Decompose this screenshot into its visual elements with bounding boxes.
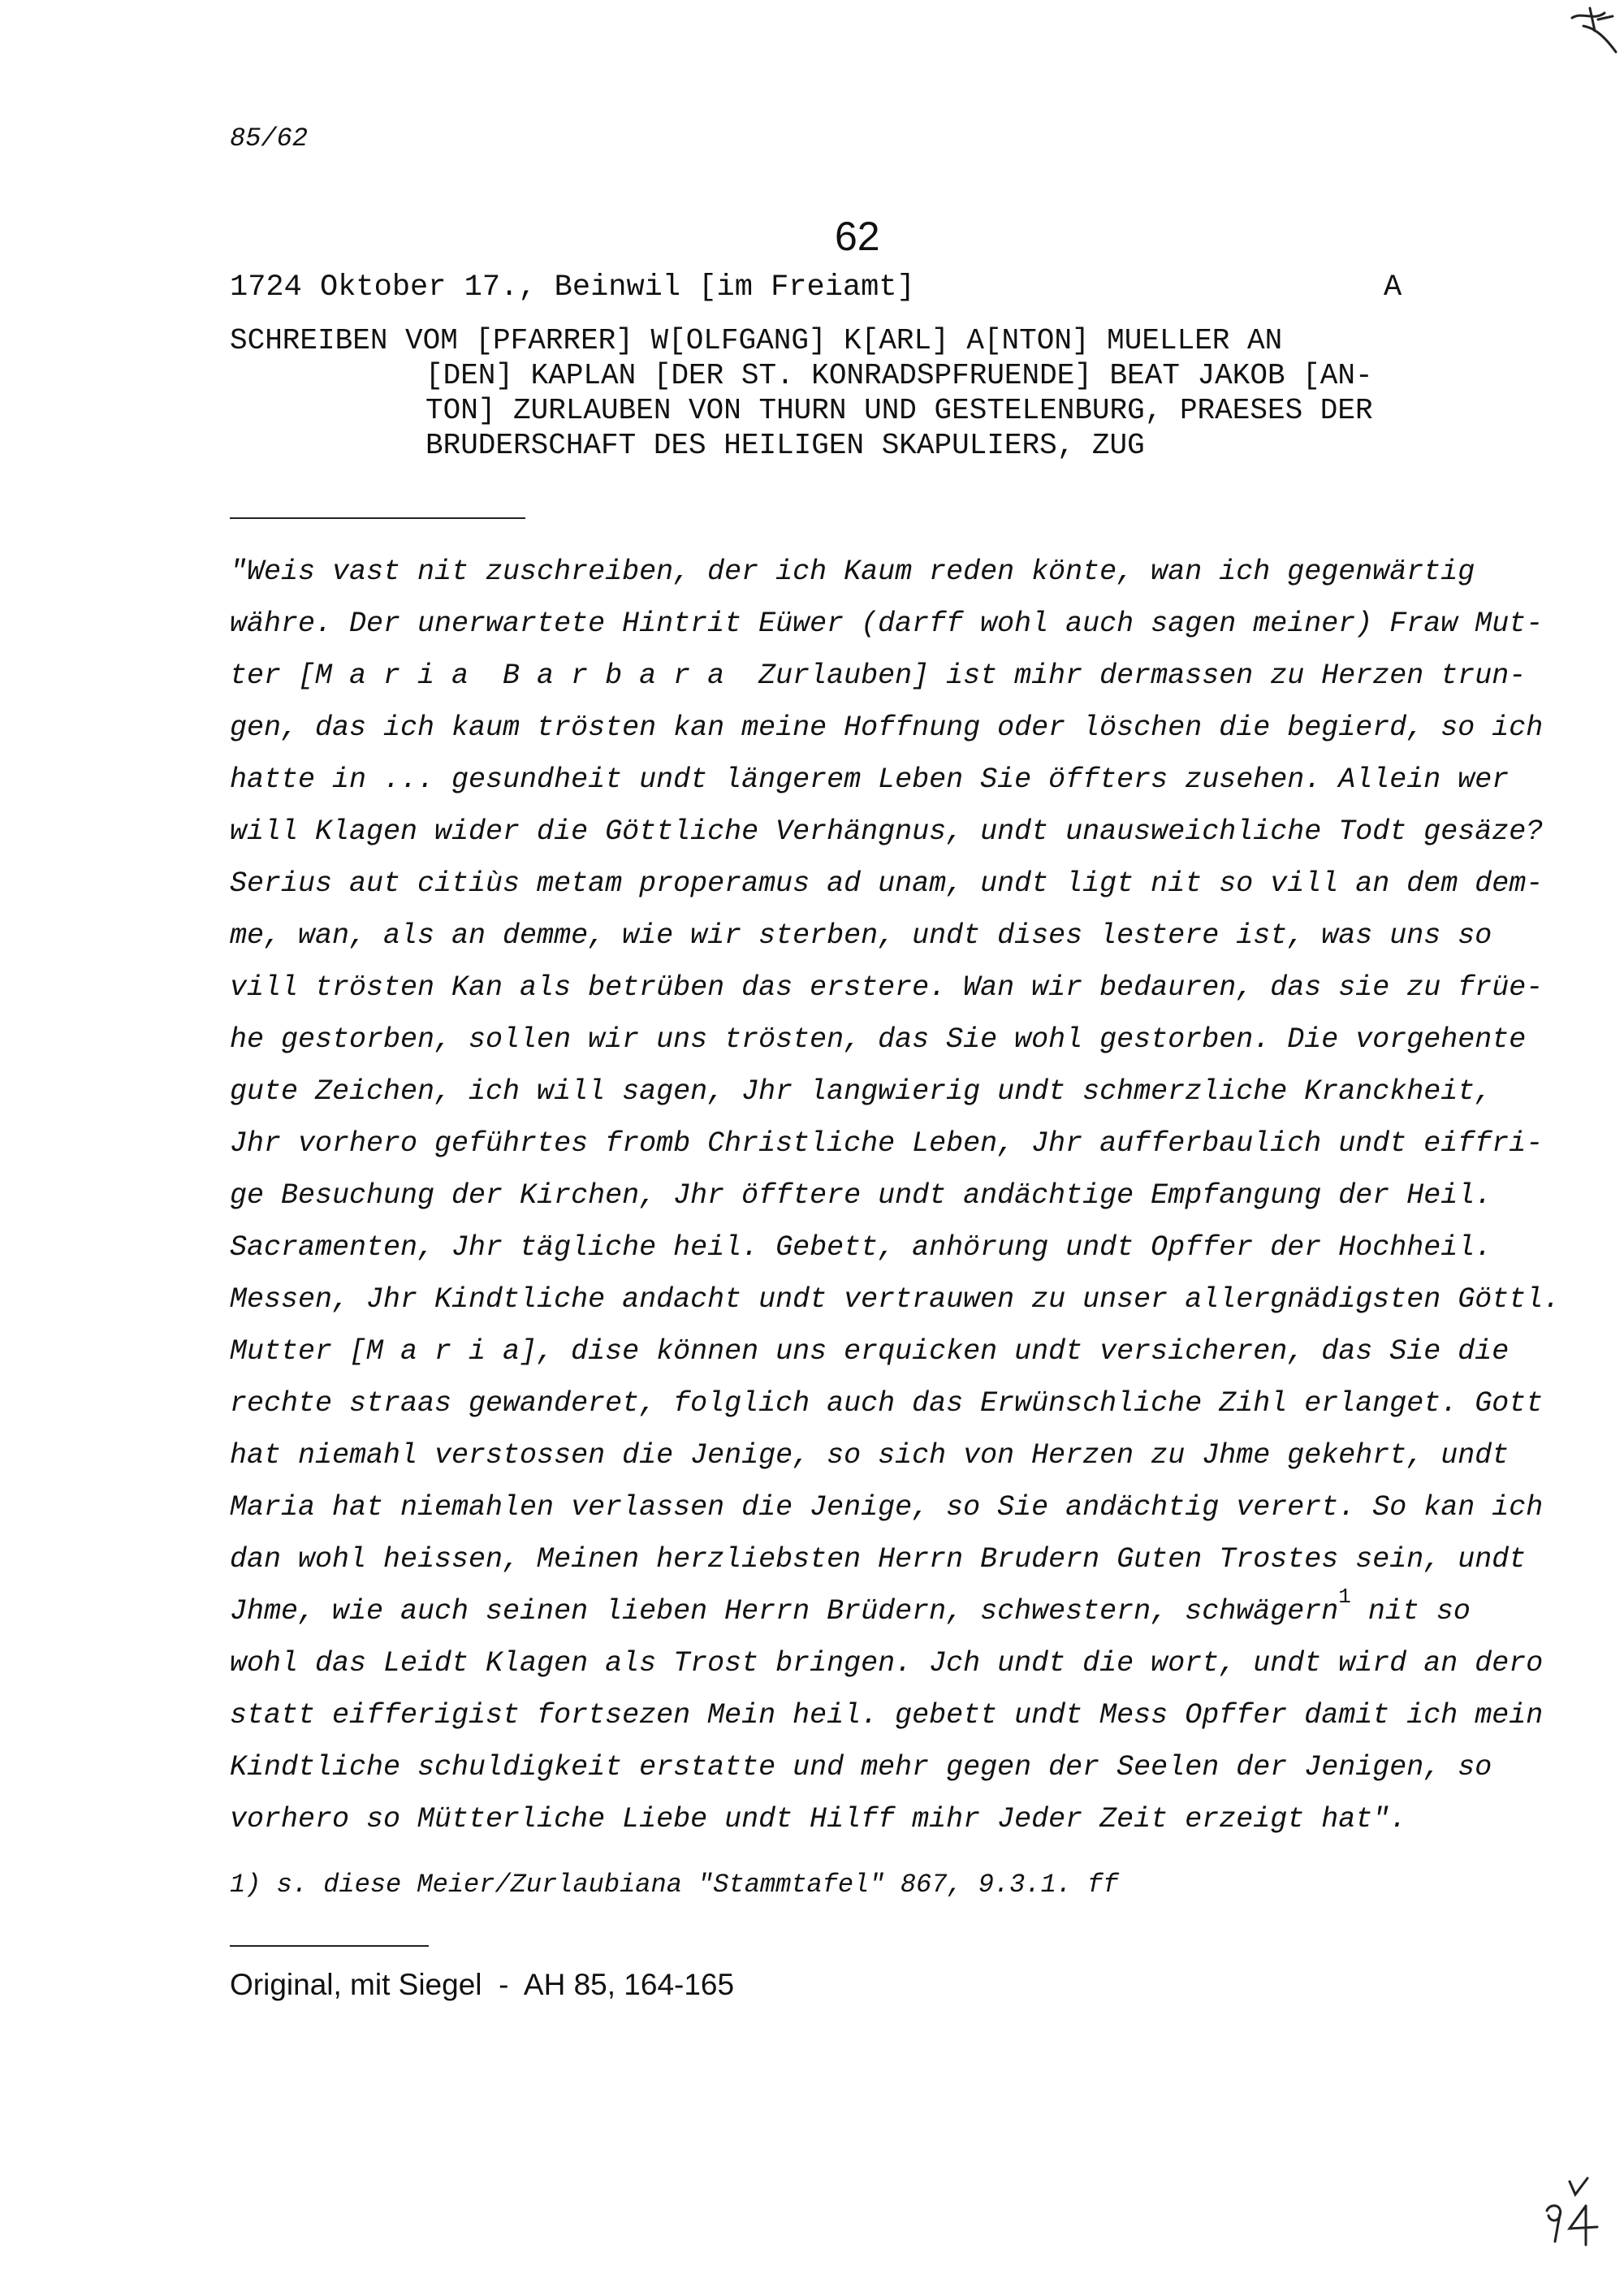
body-line: me, wan, als an demme, wie wir sterben, undt dises lestere ist, was uns so: [230, 919, 1492, 952]
body-line: ter [M a r i a B a r b a r a Zurlauben] ist mihr dermassen zu Herzen trun-: [230, 659, 1527, 692]
body-line: vill trösten Kan als betrüben das erstere. Wan wir bedauren, das sie zu früe-: [230, 971, 1544, 1004]
corner-scribble-mark: [1566, 3, 1622, 60]
body-line: wohl das Leidt Klagen als Trost bringen. Jch undt die wort, undt wird an dero: [230, 1647, 1544, 1680]
body-line: Maria hat niemahlen verlassen die Jenige, so Sie andächtig verert. So kan ich: [230, 1491, 1544, 1524]
body-line: [230, 1585, 1497, 1637]
separator-rule: [230, 517, 525, 519]
body-line: hat niemahl verstossen die Jenige, so sich von Herzen zu Jhme gekehrt, undt: [230, 1439, 1510, 1472]
body-line: he gestorben, sollen wir uns trösten, das Sie wohl gestorben. Die vorgehente: [230, 1023, 1527, 1056]
body-line: Serius aut citiùs metam properamus ad unam, undt ligt nit so vill an dem dem-: [230, 867, 1544, 900]
date-place-line: 1724 Oktober 17., Beinwil [im Freiamt]: [230, 270, 915, 305]
body-line: Sacramenten, Jhr tägliche heil. Gebett, anhörung undt Opffer der Hochheil.: [230, 1231, 1492, 1264]
document-grade: A: [1384, 270, 1402, 305]
footnote: 1) s. diese Meier/Zurlaubiana "Stammtafel" 867, 9.3.1. ff: [230, 1870, 1119, 1900]
body-line: hatte in ... gesundheit undt längerem Leben Sie öffters zusehen. Allein wer: [230, 763, 1510, 796]
heading-line: BRUDERSCHAFT DES HEILIGEN SKAPULIERS, ZUG: [425, 429, 1145, 462]
body-line: gen, das ich kaum trösten kan meine Hoffnung oder löschen die begierd, so ich: [230, 711, 1544, 744]
heading-line: SCHREIBEN VOM [PFARRER] W[OLFGANG] K[ARL] A[NTON] MUELLER AN: [230, 324, 1283, 357]
source-note: Original, mit Siegel - AH 85, 164-165: [230, 1968, 735, 2001]
body-line: Messen, Jhr Kindtliche andacht undt vertrauwen zu unser allergnädigsten Göttl.: [230, 1283, 1561, 1316]
body-line: Jhr vorhero geführtes fromb Christliche Leben, Jhr aufferbaulich undt eiffri-: [230, 1127, 1544, 1160]
body-line: Kindtliche schuldigkeit erstatte und mehr gegen der Seelen der Jenigen, so: [230, 1751, 1492, 1784]
handwritten-archive-number: [1539, 2177, 1604, 2250]
body-line: währe. Der unerwartete Hintrit Eüwer (darff wohl auch sagen meiner) Fraw Mut-: [230, 607, 1544, 640]
body-line: rechte straas gewanderet, folglich auch das Erwünschliche Zihl erlanget. Gott: [230, 1387, 1544, 1420]
body-line-text: Jhme, wie auch seinen lieben Herrn Brüdern, schwestern, schwägern: [230, 1595, 1339, 1628]
page-reference: 85/62: [230, 123, 309, 153]
body-line-tail: nit so: [1350, 1595, 1471, 1628]
heading-line: TON] ZURLAUBEN VON THURN UND GESTELENBURG, PRAESES DER: [425, 394, 1373, 427]
letter-body: [230, 546, 1561, 1845]
separator-rule: [230, 1945, 429, 1947]
body-line: "Weis vast nit zuschreiben, der ich Kaum reden könte, wan ich gegenwärtig: [230, 556, 1475, 588]
body-line: statt eifferigist fortsezen Mein heil. gebett undt Mess Opffer damit ich mein: [230, 1699, 1544, 1732]
body-line: dan wohl heissen, Meinen herzliebsten Herrn Brudern Guten Trostes sein, undt: [230, 1543, 1527, 1576]
document-number: 62: [835, 214, 880, 259]
body-line: will Klagen wider die Göttliche Verhängnus, undt unausweichliche Todt gesäze?: [230, 815, 1544, 848]
document-heading: [230, 323, 1497, 463]
footnote-marker: 1: [1338, 1585, 1351, 1609]
heading-line: [DEN] KAPLAN [DER ST. KONRADSPFRUENDE] BEAT JAKOB [AN-: [425, 359, 1373, 392]
body-line: Mutter [M a r i a], dise können uns erquicken undt versicheren, das Sie die: [230, 1335, 1510, 1368]
body-line: vorhero so Mütterliche Liebe undt Hilff mihr Jeder Zeit erzeigt hat".: [230, 1803, 1407, 1835]
body-line: ge Besuchung der Kirchen, Jhr öfftere undt andächtige Empfangung der Heil.: [230, 1179, 1492, 1212]
body-line: gute Zeichen, ich will sagen, Jhr langwierig undt schmerzliche Kranckheit,: [230, 1075, 1492, 1108]
